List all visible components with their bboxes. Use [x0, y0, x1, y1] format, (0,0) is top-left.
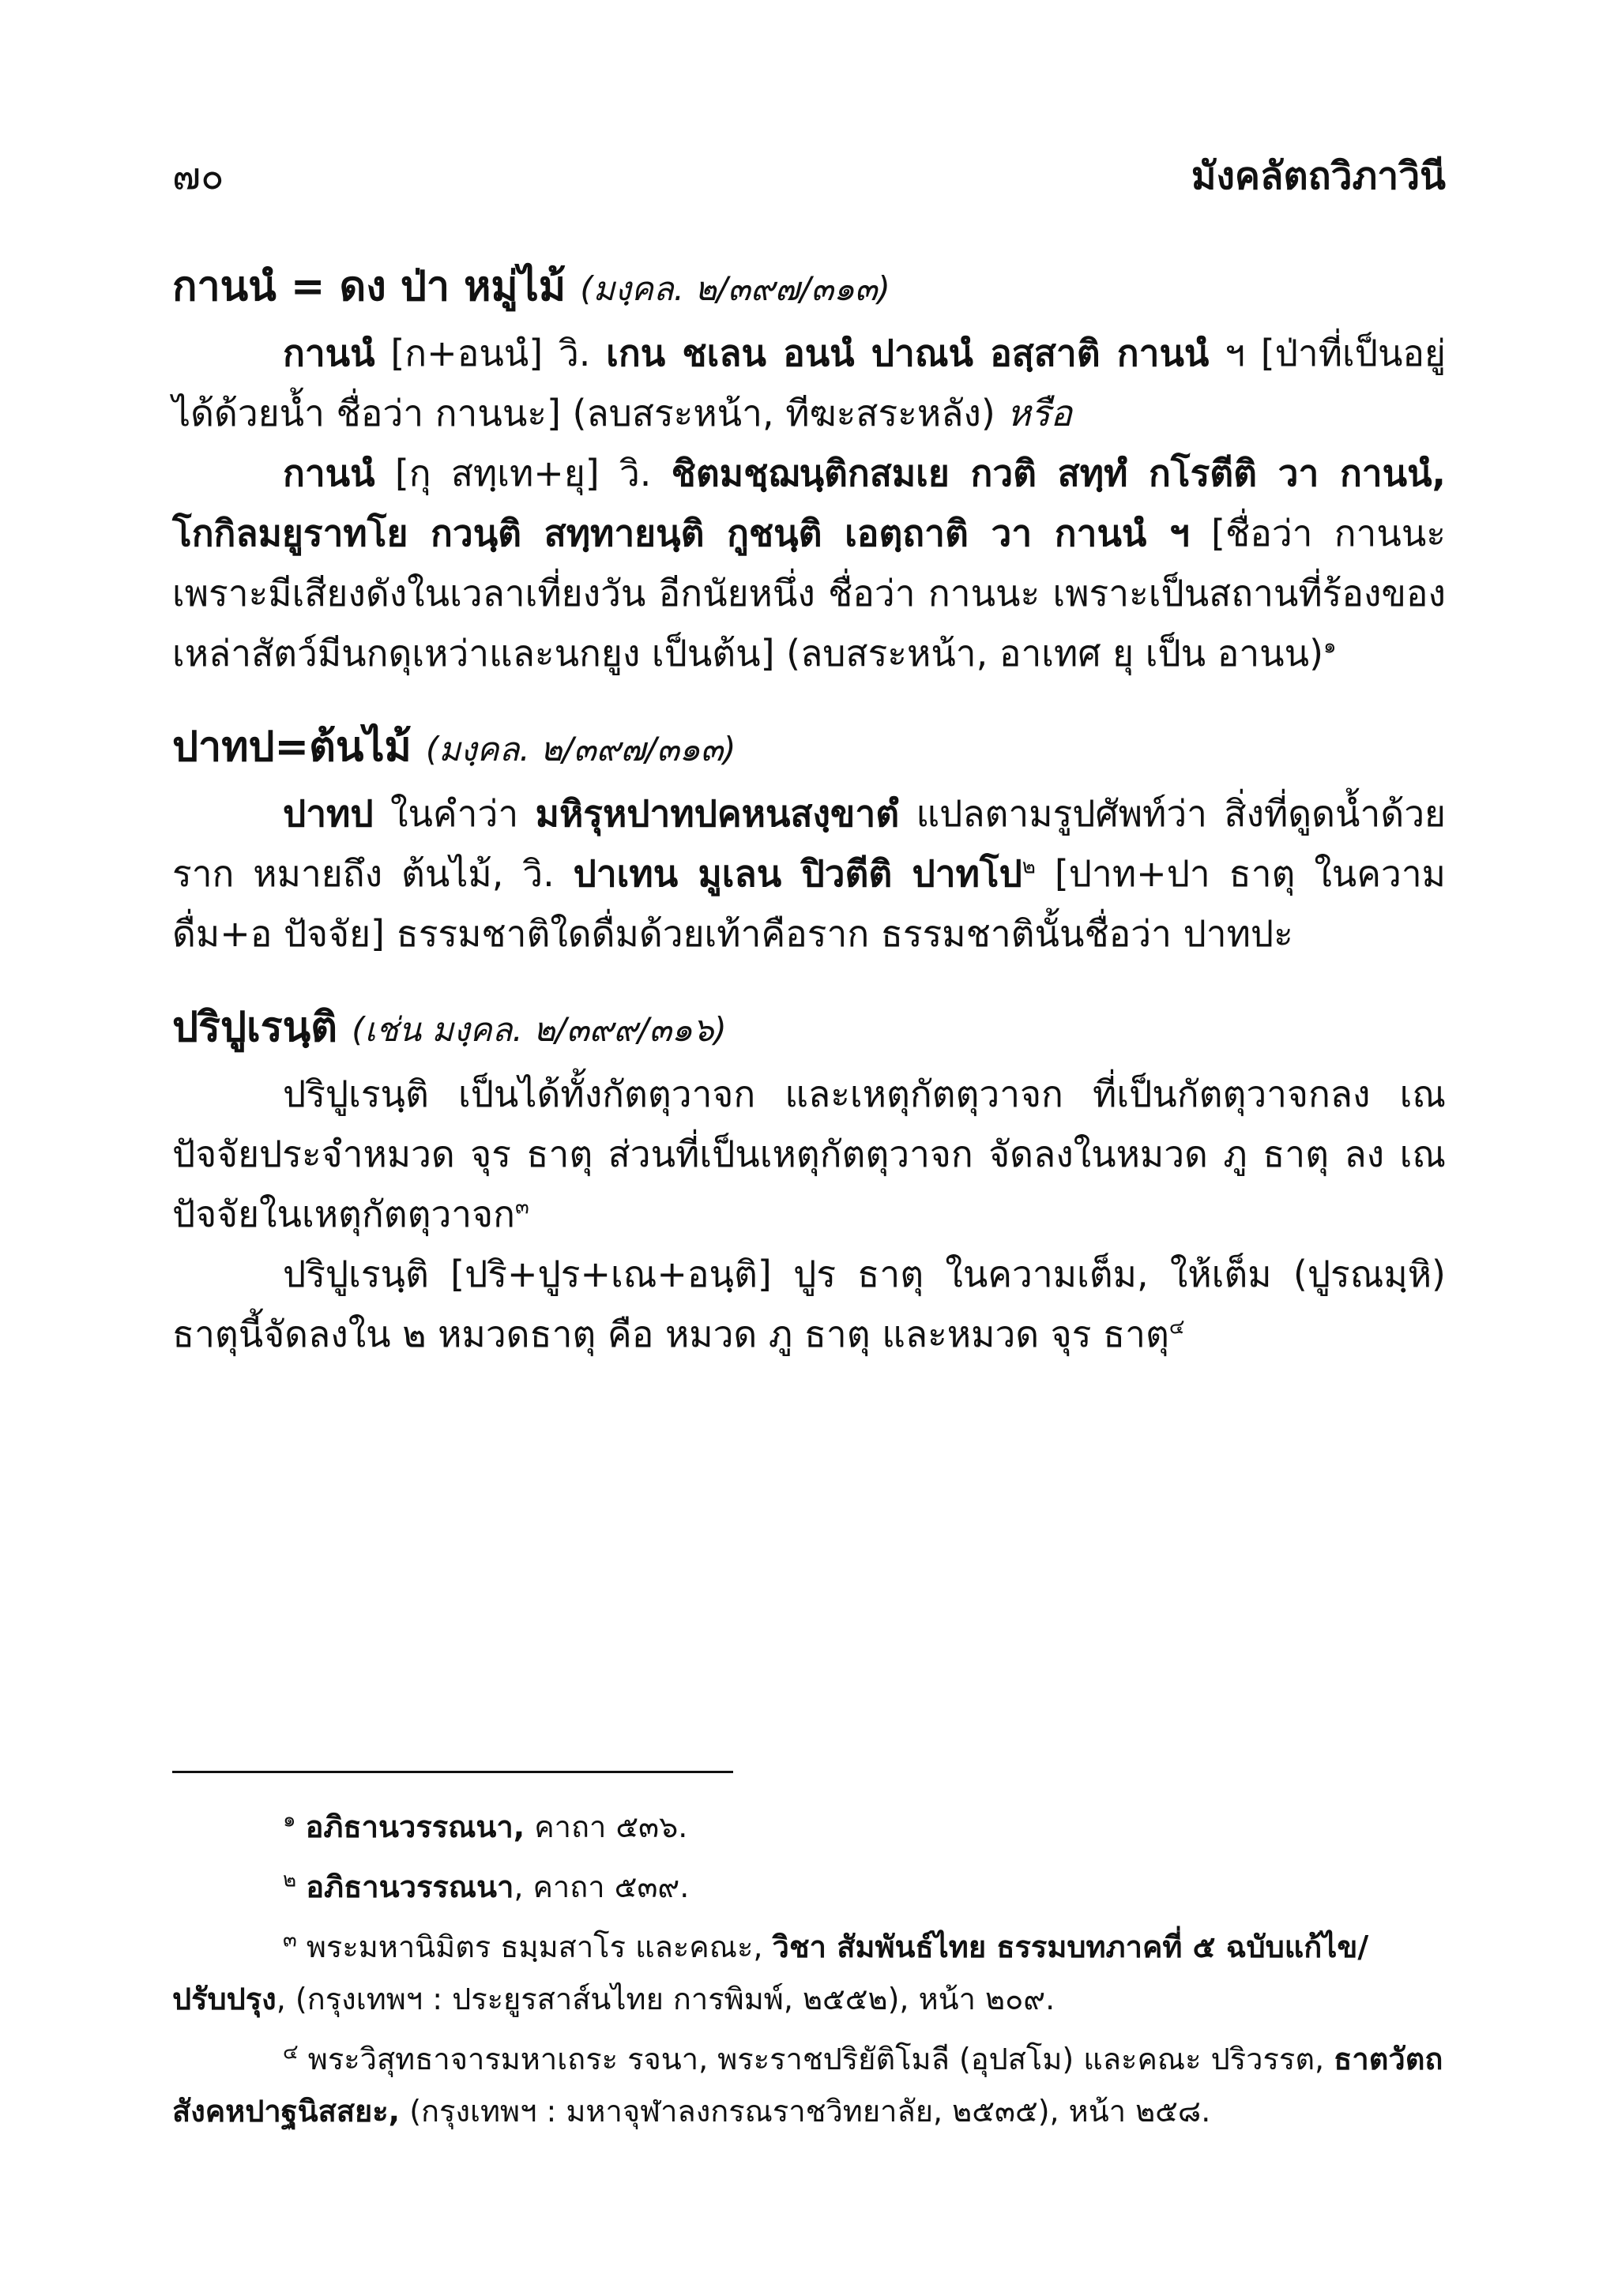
entry-heading: [172, 994, 1446, 1064]
text-span: ปริปูเรนฺติ เป็นได้ทั้งกัตตุวาจก และเหตุกัตตุวาจก ที่เป็นกัตตุวาจกลง เณ ปัจจัยประจำหมวด จุร ธาตุ ส่วนที่เป็นเหตุกัตตุวาจก จัดลงในหมวด ภู ธาตุ ลง เณ ปัจจัยในเหตุกัตตุวาจก: [172, 1073, 1446, 1235]
footnotes: [172, 1801, 1446, 2145]
footnote-item: [172, 1921, 1446, 2025]
running-title: มังคลัตถวิภาวินี: [1191, 154, 1446, 198]
entry-reference: (มงฺคล. ๒/๓๙๗/๓๑๓): [580, 269, 890, 308]
entry-term: กานนํ = ดง ป่า หมู่ไม้: [172, 263, 566, 310]
entry-reference: (เช่น มงฺคล. ๒/๓๙๙/๓๑๖): [352, 1010, 727, 1049]
pali-bold: ชิตมชฺฌนฺติกสมเย กวติ สทฺทํ กโรตีติ วา กานนํ, โกกิลมยูราทโย กวนฺติ สทฺทายนฺติ กูชนฺติ เอตฺถาติ วา กานนํ ฯ: [172, 452, 1446, 554]
footnote-title: อภิธานวรรณนา,: [305, 1809, 525, 1844]
entry-term: ปาทป=ต้นไม้: [172, 723, 412, 771]
footnote-ref[interactable]: ๓: [514, 1195, 529, 1219]
footnote-text: พระมหานิมิตร ธมฺมสาโร และคณะ,: [296, 1930, 773, 1964]
text-span: ในคำว่า: [373, 792, 536, 835]
entry-heading: [172, 713, 1446, 783]
text-italic: หรือ: [1007, 392, 1073, 434]
footnote-text: คาถา ๕๓๖.: [525, 1809, 688, 1844]
footnote-item: [172, 1861, 1446, 1913]
paragraph: [172, 443, 1446, 683]
footnote-ref[interactable]: ๑: [1323, 634, 1337, 659]
page-number: ๗๐: [172, 154, 224, 198]
text-span: [ชื่อว่า กานนะ เพราะมีเสียงดังในเวลาเที่ยงวัน อีกนัยหนึ่ง ชื่อว่า กานนะ เพราะเป็นสถานที่ร้องของเหล่าสัตว์มีนกดุเหว่าและนกยูง เป็นต้น] (ลบสระหน้า, อาเทศ ยุ เป็น อานน): [172, 512, 1446, 675]
text-span: [ก+อนนํ] วิ.: [374, 332, 607, 374]
footnote-text: (กรุงเทพฯ : มหาจุฬาลงกรณราชวิทยาลัย, ๒๕๓๕), หน้า ๒๕๘.: [400, 2094, 1211, 2129]
footnote-item: [172, 2033, 1446, 2137]
footnote-divider: [172, 1771, 733, 1773]
footnote-text: , (กรุงเทพฯ : ประยูรสาส์นไทย การพิมพ์, ๒๕๕๒), หน้า ๒๐๙.: [276, 1982, 1055, 2016]
pali-bold: ปาเทน มูเลน ปิวตีติ ปาทโป: [573, 852, 1022, 895]
pali-bold: มหิรุหปาทปคหนสงฺขาตํ: [535, 792, 900, 835]
text-span: แปลตามรูปศัพท์ว่า สิ่งที่ดูดน้ำด้วยราก หมายถึง ต้นไม้, วิ.: [172, 792, 1446, 895]
footnote-title: อภิธานวรรณนา: [306, 1869, 514, 1904]
footnote-title: วิชา สัมพันธ์ไทย ธรรมบทภาคที่ ๕ ฉบับแก้ไข/ปรับปรุง: [172, 1930, 1369, 2016]
footnote-text: พระวิสุทธาจารมหาเถระ รจนา, พระราชปริยัติโมลี (อุปสโม) และคณะ ปริวรรต,: [298, 2042, 1334, 2076]
footnote-number: ๔: [283, 2040, 299, 2065]
paragraph: [172, 1244, 1446, 1364]
paragraph: [172, 1064, 1446, 1244]
text-span: ปริปูเรนฺติ [ปริ+ปูร+เณ+อนฺติ] ปูร ธาตุ ในความเต็ม, ให้เต็ม (ปูรณมฺหิ) ธาตุนี้จัดลงใน ๒ หมวดธาตุ คือ หมวด ภู ธาตุ และหมวด จุร ธาตุ: [172, 1253, 1446, 1355]
footnote-item: [172, 1801, 1446, 1853]
pali-bold: เกน ชเลน อนนํ ปาณนํ อสฺสาติ กานนํ: [606, 332, 1210, 374]
text-span: [ปาท+ปา ธาตุ ในความดื่ม+อ ปัจจัย] ธรรมชาติใดดื่มด้วยเท้าคือราก ธรรมชาตินั้นชื่อว่า ปาทปะ: [172, 852, 1446, 955]
entry-heading: [172, 253, 1446, 323]
footnote-ref[interactable]: ๒: [1022, 855, 1036, 879]
footnote-title: ธาตวัตถสังคหปาฐนิสสยะ,: [172, 2042, 1443, 2129]
term-bold: กานนํ: [283, 332, 375, 374]
text-span: ฯ [ป่าที่เป็นอยู่ได้ด้วยน้ำ ชื่อว่า กานนะ] (ลบสระหน้า, ทีฆะสระหลัง): [172, 332, 1446, 434]
entry-term: ปริปูเรนฺติ: [172, 1004, 337, 1051]
footnote-ref[interactable]: ๔: [1168, 1315, 1185, 1340]
entry-reference: (มงฺคล. ๒/๓๙๗/๓๑๓): [425, 730, 736, 768]
footnote-number: ๑: [283, 1808, 296, 1832]
footnote-number: ๓: [283, 1928, 297, 1952]
footnote-text: , คาถา ๕๓๙.: [514, 1869, 690, 1904]
footnote-number: ๒: [283, 1868, 297, 1892]
page-header: [172, 146, 1446, 209]
paragraph: [172, 783, 1446, 964]
term-bold: กานนํ: [283, 452, 375, 494]
main-text: [172, 253, 1446, 1364]
paragraph: [172, 323, 1446, 443]
term-bold: ปาทป: [283, 792, 374, 835]
text-span: [กุ สทฺเท+ยุ] วิ.: [374, 452, 672, 494]
